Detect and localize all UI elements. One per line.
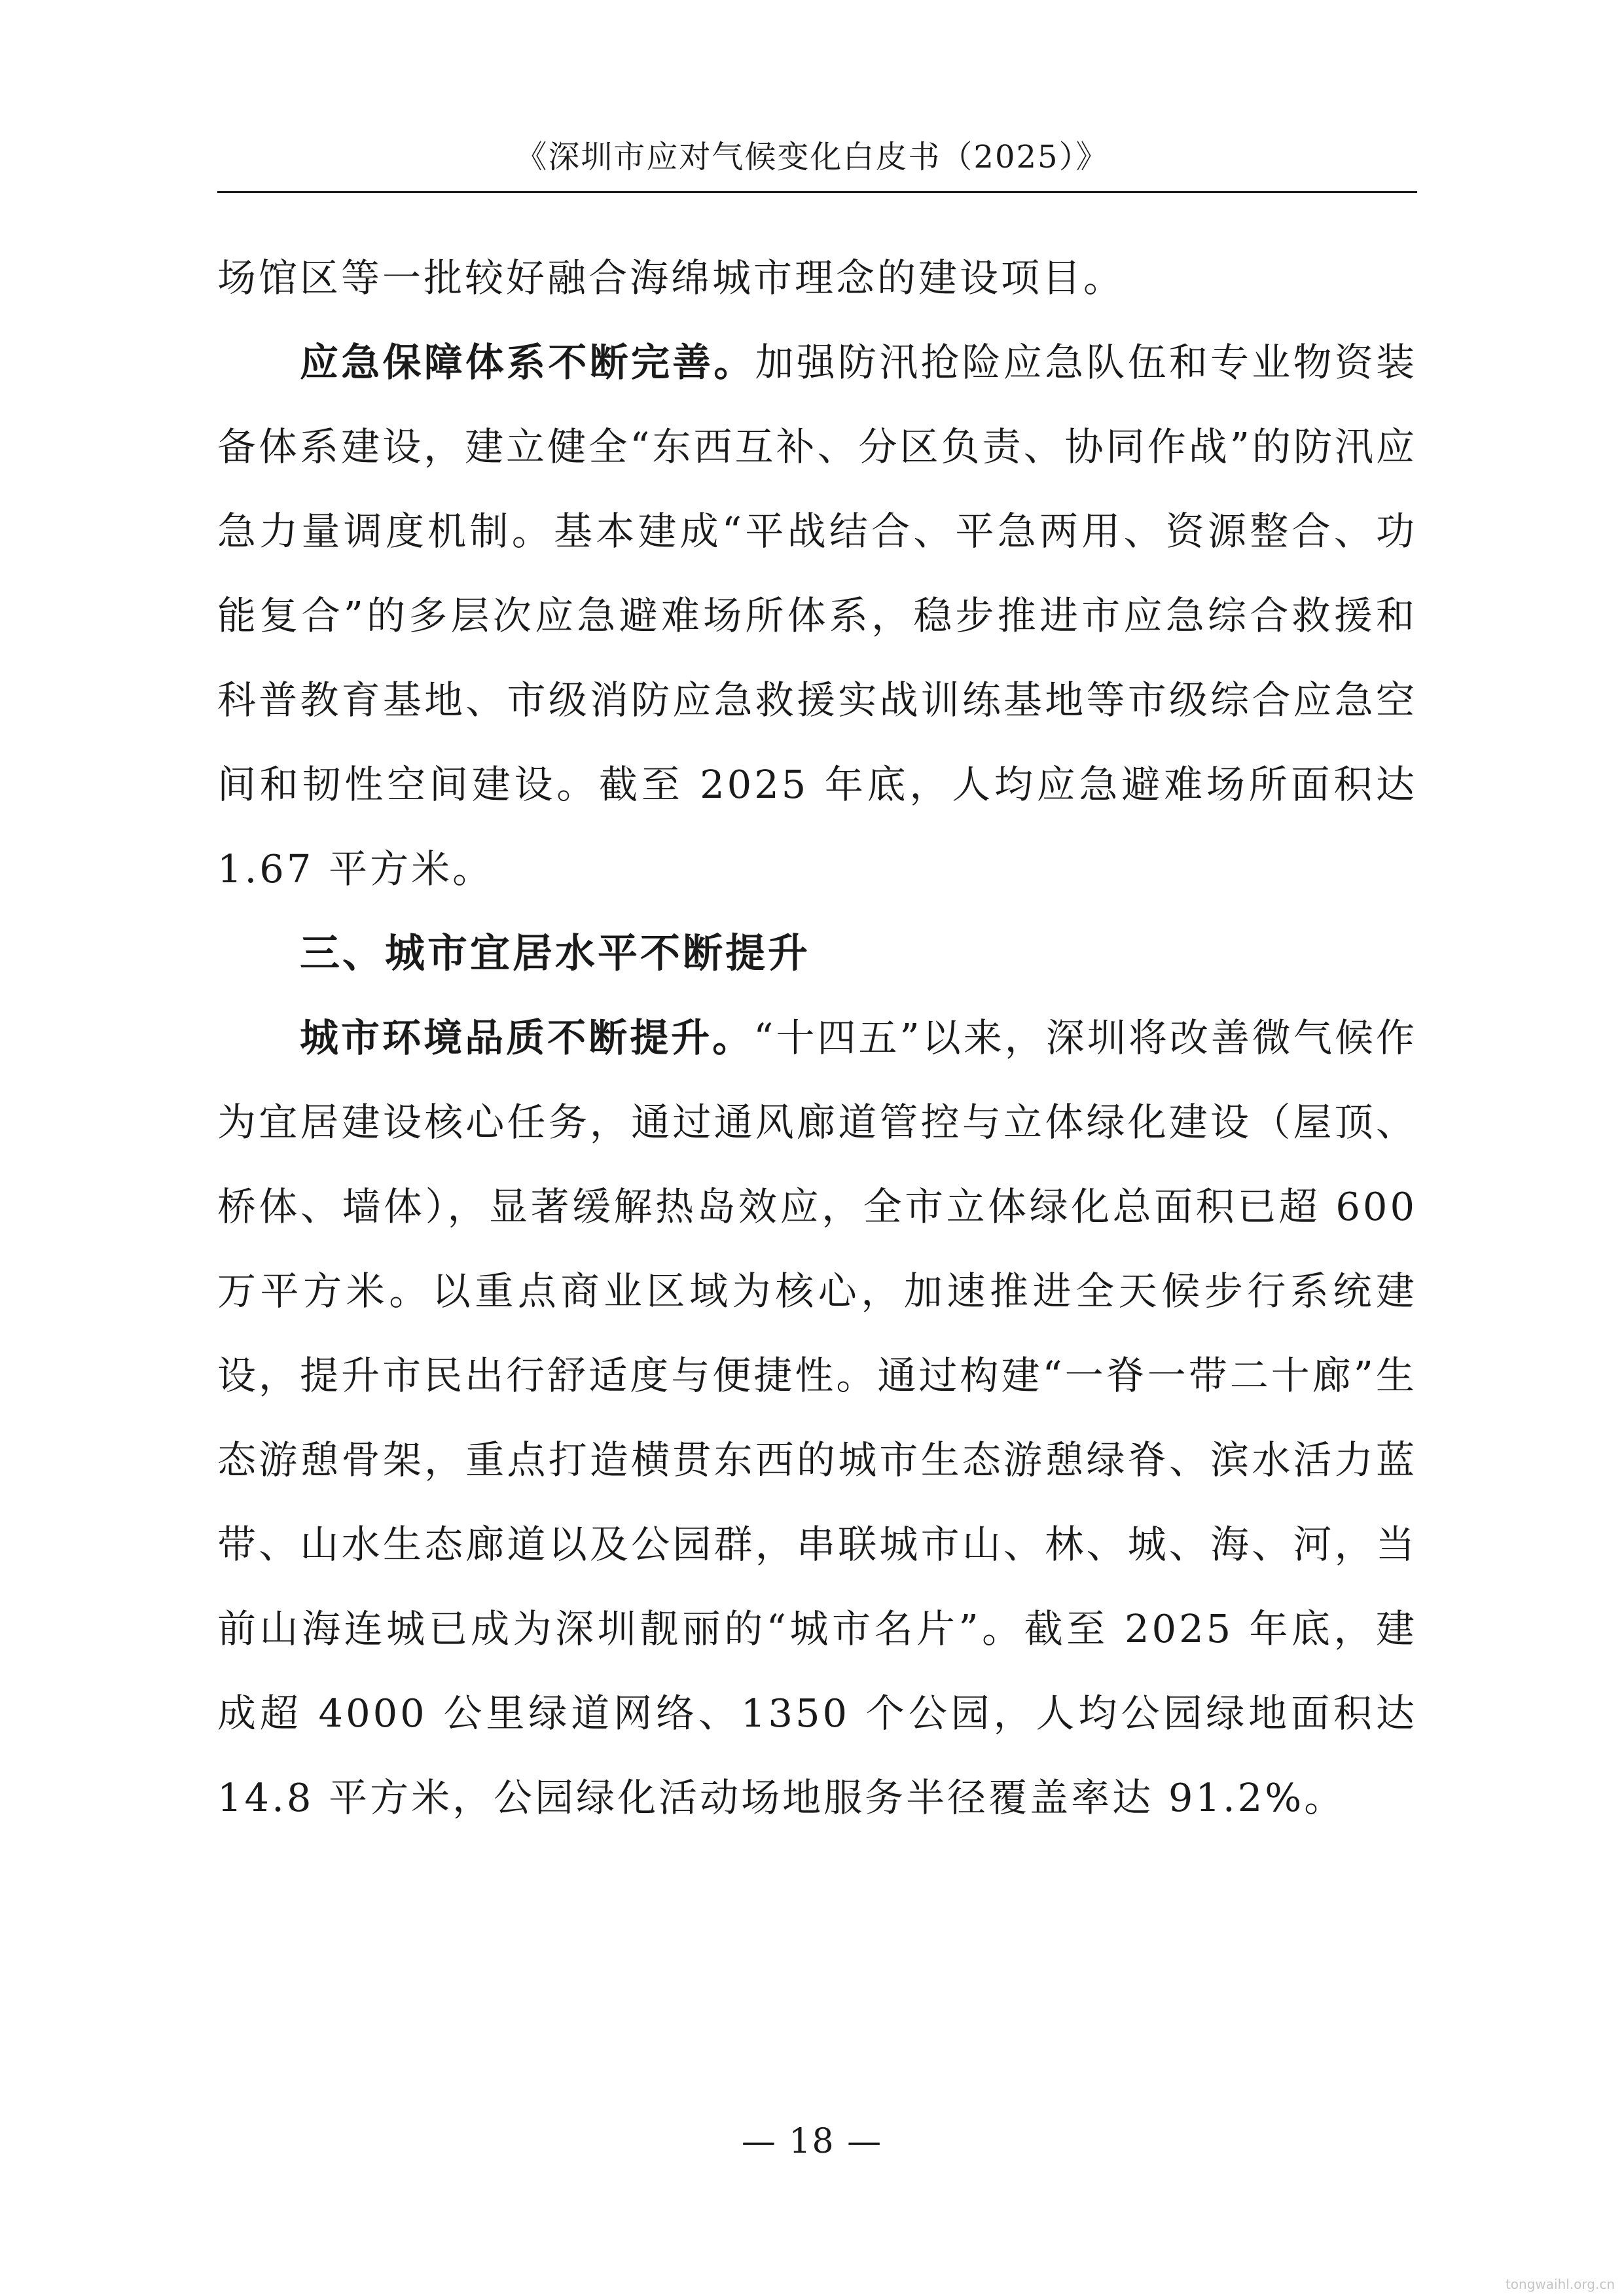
section-heading: 三、城市宜居水平不断提升 — [300, 930, 811, 977]
paragraph-continuation: 场馆区等一批较好融合海绵城市理念的建设项目。 — [217, 255, 1125, 300]
paragraph-emergency-support — [217, 320, 1417, 911]
paragraph-urban-environment — [217, 996, 1417, 1840]
paragraph-body-environment: “十四五”以来，深圳将改善微气候作为宜居建设核心任务，通过通风廊道管控与立体绿化建设（屋顶、桥体、墙体），显著缓解热岛效应，全市立体绿化总面积已超 600 万平方米。以重点商业区域为核心，加速推进全天候步行系统建设，提升市民出行舒适度与便捷性。通过构建“一脊一带二十廊”生态游憩骨架，重点打造横贯东西的城市生态游憩绿脊、滨水活力蓝带、山水生态廊道以及公园群，串联城市山、林、城、海、河，当前山海连城已成为深圳靓丽的“城市名片”。截至 2025 年底，建成超 4000 公里绿道网络、1350 个公园，人均公园绿地面积达 14.8 平方米，公园绿化活动场地服务半径覆盖率达 91.2%。 — [217, 1015, 1417, 1820]
paragraph-lead-environment: 城市环境品质不断提升。 — [300, 1015, 754, 1060]
header-divider — [217, 191, 1417, 193]
paragraph-body-emergency: 加强防汛抢险应急队伍和专业物资装备体系建设，建立健全“东西互补、分区负责、协同作战”的防汛应急力量调度机制。基本建成“平战结合、平急两用、资源整合、功能复合”的多层次应急避难场所体系，稳步推进市应急综合救援和科普教育基地、市级消防应急救援实战训练基地等市级综合应急空间和韧性空间建设。截至 2025 年底，人均应急避难场所面积达 1.67 平方米。 — [217, 340, 1417, 891]
paragraph-lead-emergency: 应急保障体系不断完善。 — [300, 340, 755, 385]
page-number: — 18 — — [741, 2122, 883, 2161]
document-header-title: 《深圳市应对气候变化白皮书（2025）》 — [515, 139, 1109, 175]
site-watermark: tongwaihl.org.cn — [1505, 2276, 1615, 2292]
document-body — [217, 236, 1417, 1840]
